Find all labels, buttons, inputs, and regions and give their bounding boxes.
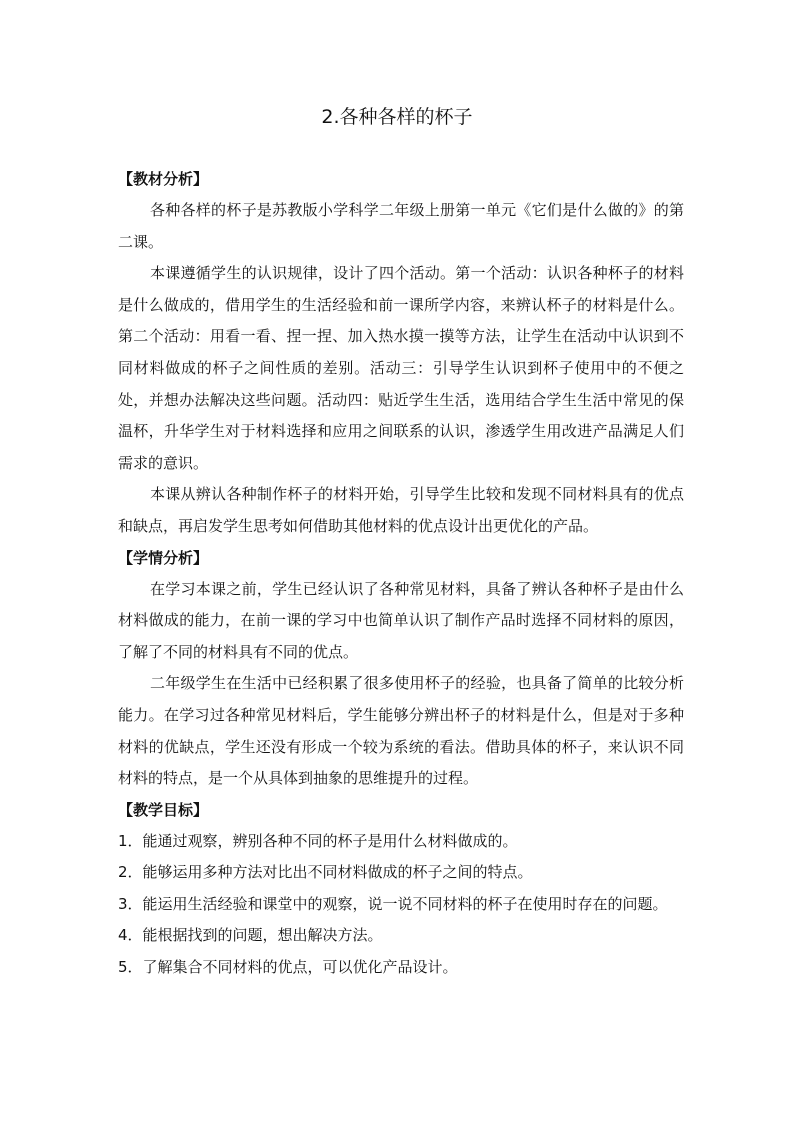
- goal-item: 4．能根据找到的问题，想出解决方法。: [118, 926, 383, 945]
- goal-item: 5．了解集合不同材料的优点，可以优化产品设计。: [118, 958, 458, 977]
- goal-item: 3．能运用生活经验和课堂中的观察，说一说不同材料的杯子在使用时存在的问题。: [118, 894, 668, 913]
- section-heading: 【教学目标】: [118, 800, 209, 819]
- section-heading: 【学情分析】: [118, 548, 209, 567]
- paragraph: 本课遵循学生的认识规律，设计了四个活动。第一个活动：认识各种杯子的材料是什么做成的，借用学生的生活经验和前一课所学内容，来辨认杯子的材料是什么。第二个活动：用看一看、捏一捏、加入热水摸一摸等方法，让学生在活动中认识到不同材料做成的杯子之间性质的差别。活动三：引导学生认识到杯子使用中的不便之处，并想办法解决这些问题。活动四：贴近学生生活，选用结合学生生活中常见的保温杯，升华学生对于材料选择和应用之间联系的认识，渗透学生用改进产品满足人们需求的意识。: [118, 264, 684, 472]
- section-heading: 【教材分析】: [118, 170, 209, 188]
- goal-item: 1．能通过观察，辨别各种不同的杯子是用什么材料做成的。: [118, 831, 518, 850]
- paragraph: 在学习本课之前，学生已经认识了各种常见材料，具备了辨认各种杯子是由什么材料做成的能力，在前一课的学习中也简单认识了制作产品时选择不同材料的原因，了解了不同的材料具有不同的优点。: [118, 579, 684, 661]
- paragraph: 二年级学生在生活中已经积累了很多使用杯子的经验，也具备了简单的比较分析能力。在学习过各种常见材料后，学生能够分辨出杯子的材料是什么，但是对于多种材料的优缺点，学生还没有形成一个较为系统的看法。借助具体的杯子，来认识不同材料的特点，是一个从具体到抽象的思维提升的过程。: [118, 674, 684, 788]
- paragraph: 各种各样的杯子是苏教版小学科学二年级上册第一单元《它们是什么做的》的第二课。: [118, 201, 684, 251]
- section-textbook-analysis: [118, 164, 684, 543]
- document-body: [118, 164, 684, 984]
- goal-item: 2．能够运用多种方法对比出不同材料做成的杯子之间的特点。: [118, 863, 533, 882]
- section-teaching-goals: [118, 795, 684, 984]
- section-student-analysis: [118, 543, 684, 795]
- document-title: 2.各种各样的杯子: [321, 106, 473, 128]
- paragraph: 本课从辨认各种制作杯子的材料开始，引导学生比较和发现不同材料具有的优点和缺点，再启发学生思考如何借助其他材料的优点设计出更优化的产品。: [118, 485, 684, 535]
